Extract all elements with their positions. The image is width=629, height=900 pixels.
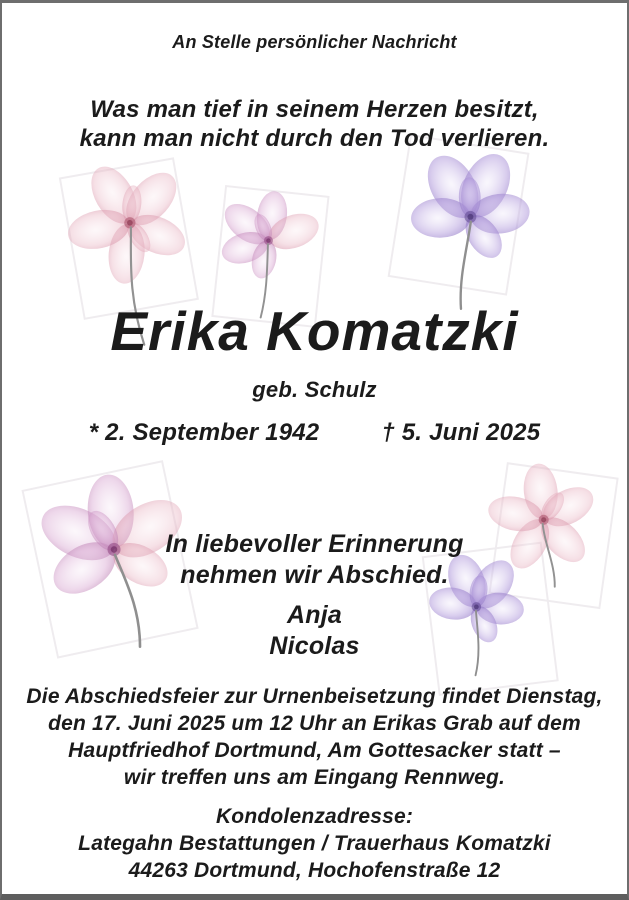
farewell-text xyxy=(2,529,627,590)
memorial-quote xyxy=(2,95,627,154)
ceremony-line-3: Hauptfriedhof Dortmund, Am Gottesacker statt – xyxy=(68,738,561,762)
ceremony-line-1: Die Abschiedsfeier zur Urnenbeisetzung findet Dienstag, xyxy=(26,685,603,708)
farewell-line-2: nehmen wir Abschied. xyxy=(180,560,449,589)
quote-line-1: Was man tief in seinem Herzen besitzt, xyxy=(90,96,539,123)
maiden-name: geb. Schulz xyxy=(252,377,377,402)
birth-date: * 2. September 1942 xyxy=(88,419,320,446)
condolence-address xyxy=(2,804,627,885)
quote-line-2: kann man nicht durch den Tod verlieren. xyxy=(79,125,550,153)
obituary-content xyxy=(2,3,627,894)
deceased-name: Erika Komatzki xyxy=(110,300,519,362)
life-dates xyxy=(2,419,627,447)
condolence-line-2: 44263 Dortmund, Hochofenstraße 12 xyxy=(128,858,501,882)
condolence-line-1: Lategahn Bestattungen / Trauerhaus Komatzki xyxy=(78,831,551,855)
mourner-name: Nicolas xyxy=(269,632,360,660)
mourner-name: Anja xyxy=(287,601,342,629)
ceremony-line-4: wir treffen uns am Eingang Rennweg. xyxy=(123,765,506,789)
ceremony-line-2: den 17. Juni 2025 um 12 Uhr an Erikas Grab auf dem xyxy=(48,711,581,735)
ceremony-details xyxy=(2,684,627,792)
preface-note: An Stelle persönlicher Nachricht xyxy=(172,32,457,52)
mourners-list xyxy=(2,600,627,662)
farewell-line-1: In liebevoller Erinnerung xyxy=(165,530,464,558)
condolence-heading: Kondolenzadresse: xyxy=(215,805,414,828)
death-date: † 5. Juni 2025 xyxy=(381,419,541,446)
